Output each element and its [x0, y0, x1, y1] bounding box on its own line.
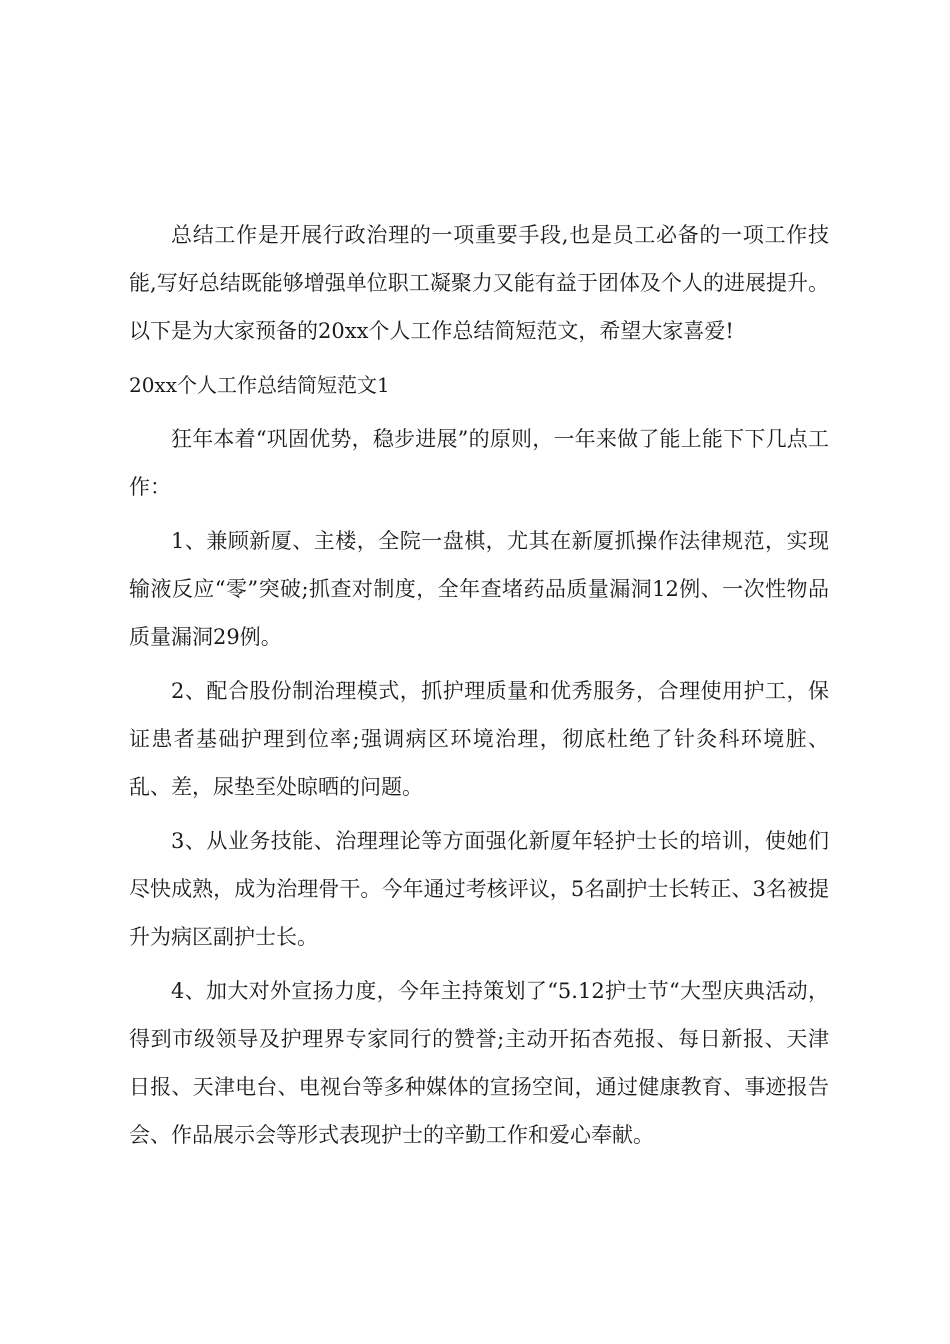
- document-body: [129, 211, 829, 1165]
- body-paragraph: 2、配合股份制治理模式，抓护理质量和优秀服务，合理使用护工，保证患者基础护理到位率;强调病区环境治理，彻底杜绝了针灸科环境脏、乱、差，尿垫至处晾晒的问题。: [129, 679, 829, 799]
- body-paragraph: 3、从业务技能、治理理论等方面强化新厦年轻护士长的培训，使她们尽快成熟，成为治理骨干。今年通过考核评议，5名副护士长转正、3名被提升为病区副护士长。: [129, 829, 829, 949]
- intro-paragraph: 总结工作是开展行政治理的一项重要手段,也是员工必备的一项工作技能,写好总结既能够增强单位职工凝聚力又能有益于团体及个人的进展提升。以下是为大家预备的20xx个人工作总结简短范文，希望大家喜爱!: [129, 223, 829, 343]
- body-paragraph: 1、兼顾新厦、主楼，全院一盘棋，尤其在新厦抓操作法律规范，实现输液反应“零”突破;抓查对制度，全年查堵药品质量漏洞12例、一次性物品质量漏洞29例。: [129, 529, 829, 649]
- section-title: 20xx个人工作总结简短范文1: [129, 373, 390, 397]
- body-paragraph: 狂年本着“巩固优势，稳步进展”的原则，一年来做了能上能下下几点工作：: [129, 427, 829, 499]
- body-paragraph: 4、加大对外宣扬力度，今年主持策划了“5.12护士节“大型庆典活动，得到市级领导及护理界专家同行的赞誉;主动开拓杏苑报、每日新报、天津日报、天津电台、电视台等多种媒体的宣扬空间，通过健康教育、事迹报告会、作品展示会等形式表现护士的辛勤工作和爱心奉献。: [129, 979, 829, 1147]
